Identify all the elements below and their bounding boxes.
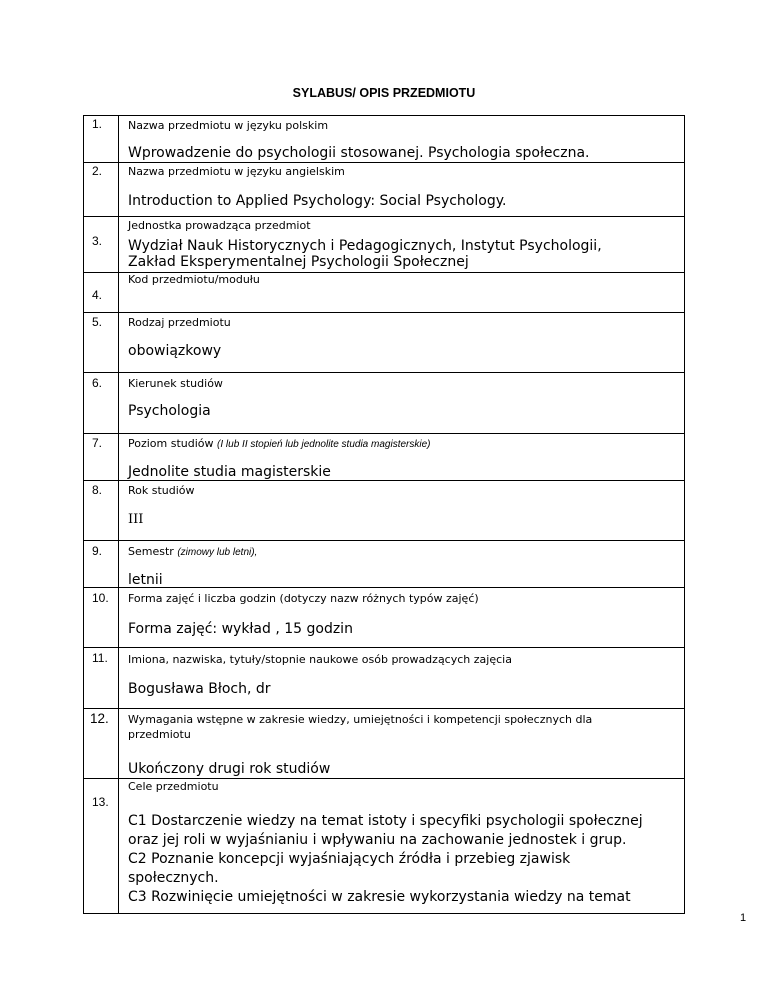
row-value-line: Zakład Eksperymentalnej Psychologii Społecznej: [128, 254, 469, 270]
row-value-line: C2 Poznanie koncepcji wyjaśniających źródła i przebieg zjawisk: [128, 851, 571, 867]
table-border-top: [83, 115, 685, 116]
row-number: 9.: [92, 544, 103, 558]
row-value-line: C1 Dostarczenie wiedzy na temat istoty i specyfiki psychologii społecznej: [128, 813, 643, 829]
row-divider: [83, 162, 685, 163]
row-label-line: przedmiotu: [128, 728, 191, 741]
row-number: 4.: [92, 288, 103, 302]
row-label-hint: (zimowy lub letni),: [177, 547, 258, 558]
row-value: Jednolite studia magisterskie: [128, 464, 331, 480]
row-divider: [83, 216, 685, 217]
row-label-text: Semestr: [128, 545, 174, 558]
row-divider: [83, 647, 685, 648]
row-label: Nazwa przedmiotu w języku angielskim: [128, 165, 345, 178]
row-number: 5.: [92, 315, 103, 329]
row-label: Nazwa przedmiotu w języku polskim: [128, 119, 329, 132]
row-label: Rodzaj przedmiotu: [128, 316, 231, 329]
row-value-line: oraz jej roli w wyjaśnianiu i wpływaniu na zachowanie jednostek i grup.: [128, 832, 627, 848]
row-value: Ukończony drugi rok studiów: [128, 761, 331, 777]
row-number: 13.: [92, 795, 109, 809]
row-value: Forma zajęć: wykład , 15 godzin: [128, 621, 353, 637]
row-number: 8.: [92, 483, 103, 497]
row-value: III: [128, 512, 144, 527]
row-value-line: społecznych.: [128, 870, 219, 886]
row-value-line: C3 Rozwinięcie umiejętności w zakresie wykorzystania wiedzy na temat: [128, 889, 631, 905]
row-number: 11.: [92, 651, 108, 665]
row-divider: [83, 540, 685, 541]
row-label: [128, 436, 678, 452]
row-number: 7.: [92, 436, 103, 450]
row-label: Rok studiów: [128, 484, 195, 497]
table-border-right: [684, 115, 685, 914]
row-label: [128, 544, 678, 560]
table-border-bottom: [83, 913, 685, 914]
row-divider: [83, 372, 685, 373]
row-number: 2.: [92, 164, 103, 178]
table-border-left: [83, 115, 84, 914]
document-title: SYLABUS/ OPIS PRZEDMIOTU: [292, 86, 476, 100]
page-number: 1: [740, 912, 747, 924]
row-value: obowiązkowy: [128, 343, 222, 359]
table-column-divider: [118, 115, 119, 914]
row-label-line: Wymagania wstępne w zakresie wiedzy, umiejętności i kompetencji społecznych dla: [128, 713, 593, 726]
row-label-text: Poziom studiów: [128, 437, 214, 450]
row-divider: [83, 312, 685, 313]
row-label: Kod przedmiotu/modułu: [128, 273, 260, 286]
row-label: Cele przedmiotu: [128, 780, 219, 793]
row-number: 10.: [92, 591, 109, 605]
row-value-line: Wydział Nauk Historycznych i Pedagogicznych, Instytut Psychologii,: [128, 238, 602, 254]
row-label: Imiona, nazwiska, tytuły/stopnie naukowe osób prowadzących zajęcia: [128, 653, 512, 666]
row-label-hint: (I lub II stopień lub jednolite studia magisterskie): [217, 439, 431, 450]
row-value: Psychologia: [128, 403, 211, 419]
row-number: 6.: [92, 376, 103, 390]
row-number: 1.: [92, 117, 103, 131]
row-value: letnii: [128, 572, 163, 588]
row-value: Wprowadzenie do psychologii stosowanej. Psychologia społeczna.: [128, 145, 590, 161]
row-number: 3.: [92, 234, 103, 248]
row-divider: [83, 433, 685, 434]
row-divider: [83, 708, 685, 709]
row-label: Forma zajęć i liczba godzin (dotyczy nazw różnych typów zajęć): [128, 592, 479, 605]
row-value: Introduction to Applied Psychology: Social Psychology.: [128, 193, 507, 209]
row-value: Bogusława Błoch, dr: [128, 681, 271, 697]
row-label: Jednostka prowadząca przedmiot: [128, 219, 311, 232]
row-label: Kierunek studiów: [128, 377, 223, 390]
row-number: 12.: [90, 711, 109, 726]
